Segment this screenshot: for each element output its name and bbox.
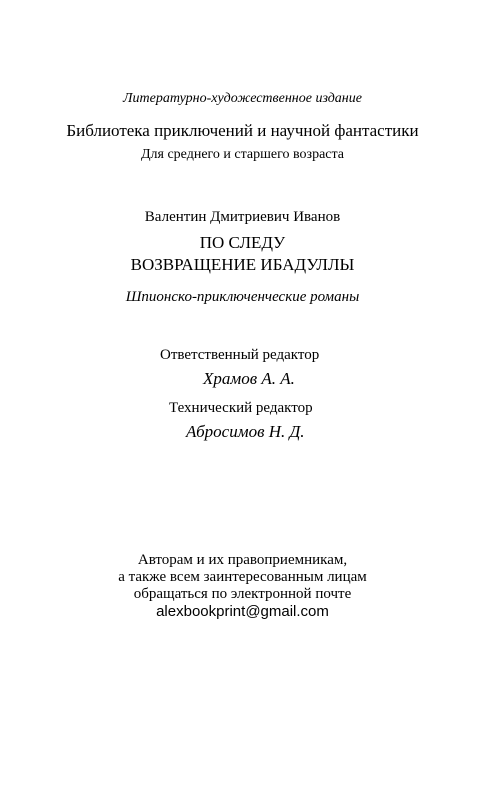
book-title-1: ПО СЛЕДУ [199,233,286,252]
tech-editor-role: Технический редактор [169,400,313,416]
age-note: Для среднего и старшего возраста [140,147,344,162]
book-title-2: ВОЗВРАЩЕНИЕ ИБАДУЛЛЫ [130,255,355,274]
genre: Шпионско-приключенческие романы [125,289,360,305]
contact-line-1: Авторам и их правоприемникам, [137,552,348,568]
contact-email: alexbookprint@gmail.com [156,603,329,620]
contact-line-3: обращаться по электронной почте [133,586,352,602]
author-name: Валентин Дмитриевич Иванов [144,209,341,225]
editor-name: Храмов А. А. [203,369,295,388]
editor-role: Ответственный редактор [160,347,320,363]
series-title: Библиотека приключений и научной фантастики [66,121,419,140]
edition-type: Литературно-художественное издание [123,91,362,106]
contact-line-2: а также всем заинтересованным лицам [118,569,367,585]
tech-editor-name: Абросимов Н. Д. [186,422,305,441]
